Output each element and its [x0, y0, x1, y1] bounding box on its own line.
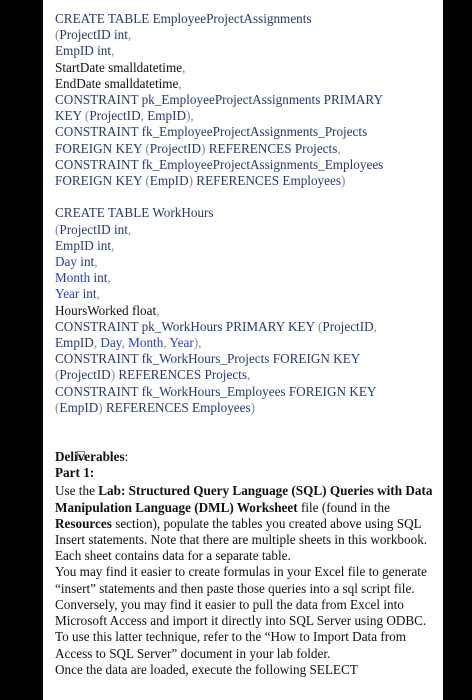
worksheet-file-name: Lab: Structured Query Language (SQL) Queries with Data Manipulation Language (DML) Worksheet — [55, 483, 433, 515]
resources-section-ref: Resources — [55, 515, 112, 531]
stmt1-line-11: FOREIGN KEY (EmpID) REFERENCES Employees) — [55, 173, 346, 189]
stmt2-line-2: (ProjectID int, — [55, 221, 132, 237]
stmt2-line-6: Year int, — [55, 286, 100, 302]
stmt1-line-5: EndDate smalldatetime, — [55, 75, 182, 91]
stmt2-line-1: CREATE TABLE WorkHours — [55, 205, 214, 221]
stmt2-line-11: (ProjectID) REFERENCES Projects, — [55, 367, 251, 383]
stmt1-line-1: CREATE TABLE EmployeeProjectAssignments — [55, 11, 312, 26]
stmt1-line-3: EmpID int, — [55, 43, 115, 59]
stmt2-line-3: EmpID int, — [55, 237, 115, 253]
document-page — [43, 0, 443, 700]
stmt2-line-5: Month int, — [55, 270, 111, 286]
deliverables-heading: Deliverables: — [55, 449, 129, 465]
stmt1-line-4: StartDate smalldatetime, — [55, 59, 186, 75]
document-content — [55, 11, 433, 678]
import-tips-paragraph: You may find it easier to create formulas in your Excel file to generate “insert” statements and then paste those queries into a sql script file. Conversely, you may find it easier to pull the data from Excel into Microsoft Access and import it directly into SQL Server using ODBC. To use this latter technique, refer to the “How to Import Data from Access to SQL Server” document in your lab folder. — [55, 564, 427, 661]
stmt2-line-8: CONSTRAINT pk_WorkHours PRIMARY KEY (ProjectID, — [55, 318, 377, 334]
placeholder-box — [55, 430, 433, 447]
stmt1-line-2: (ProjectID int, — [55, 27, 132, 43]
stmt2-line-10: CONSTRAINT fk_WorkHours_Projects FOREIGN KEY — [55, 351, 361, 367]
next-step-paragraph: Once the data are loaded, execute the following SELECT — [55, 661, 358, 677]
stmt2-line-4: Day int, — [55, 254, 98, 270]
part-1-instructions: Use the Lab: Structured Query Language (SQL) Queries with Data Manipulation Language (DML) Worksheet file (found in the Resources section), populate the tables you created above using SQL Insert statements. Note that there are multiple sheets in this workbook. Each sheet contains data for a separate table. — [55, 483, 433, 564]
stmt2-line-12: CONSTRAINT fk_WorkHours_Employees FOREIGN KEY — [55, 383, 377, 399]
stmt1-line-9: FOREIGN KEY (ProjectID) REFERENCES Projects, — [55, 140, 341, 156]
spacer — [55, 189, 433, 205]
stmt2-line-9: EmpID, Day, Month, Year), — [55, 335, 202, 351]
stmt1-line-7: KEY (ProjectID, EmpID), — [55, 108, 194, 124]
stmt1-line-6: CONSTRAINT pk_EmployeeProjectAssignments PRIMARY — [55, 92, 383, 108]
stmt2-line-13: (EmpID) REFERENCES Employees) — [55, 399, 256, 415]
spacer — [55, 416, 433, 430]
stmt1-line-10: CONSTRAINT fk_EmployeeProjectAssignments_Employees — [55, 156, 384, 172]
stmt2-line-7: HoursWorked float, — [55, 302, 160, 318]
stmt1-line-8: CONSTRAINT fk_EmployeeProjectAssignments_Projects — [55, 124, 368, 140]
part-1-heading: Part 1: — [55, 465, 95, 481]
